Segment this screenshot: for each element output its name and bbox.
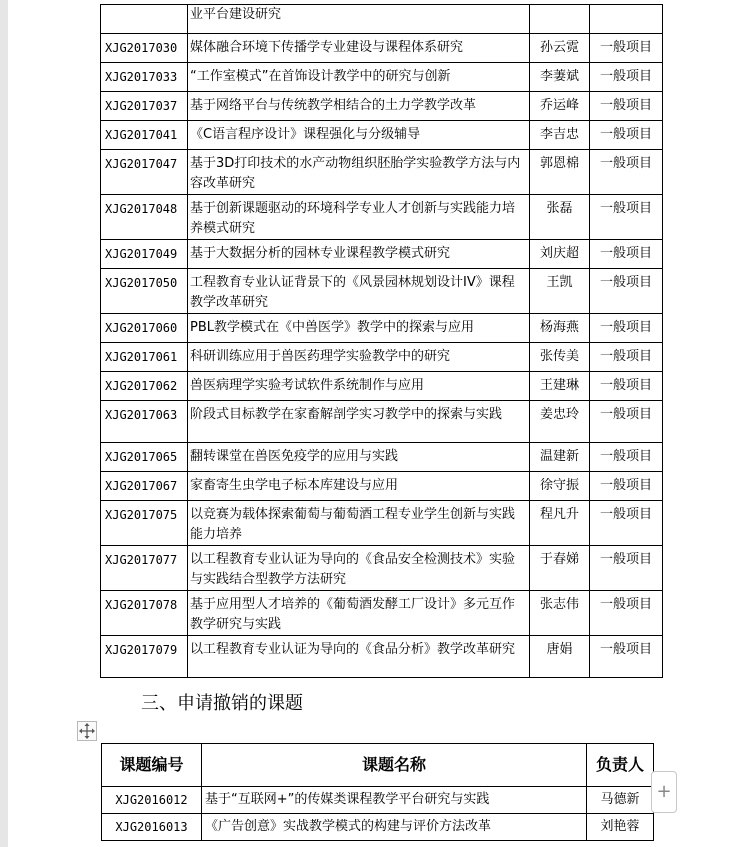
withdraw-row — [102, 787, 654, 814]
project-type-cell: 一般项目 — [590, 501, 663, 546]
project-title-cell: 以工程教育专业认证为导向的《食品分析》教学改革研究 — [188, 636, 530, 678]
project-title-cell: 兽医病理学实验考试软件系统制作与应用 — [188, 372, 530, 401]
project-title-cell: 翻转课堂在兽医免疫学的应用与实践 — [188, 443, 530, 472]
project-type-cell: 一般项目 — [590, 636, 663, 678]
project-lead-cell: 乔运峰 — [530, 92, 590, 121]
withdraw-title-cell: 基于“互联网+”的传媒类课程教学平台研究与实践 — [202, 787, 587, 814]
table-row — [101, 121, 663, 150]
project-title-cell: 《C语言程序设计》课程强化与分级辅导 — [188, 121, 530, 150]
withdraw-lead-cell: 刘艳蓉 — [587, 814, 654, 841]
project-type-cell: 一般项目 — [590, 591, 663, 636]
plus-icon: + — [656, 781, 672, 802]
project-lead-cell — [530, 5, 590, 34]
project-title-cell: 业平台建设研究 — [188, 5, 530, 34]
project-lead-cell: 唐娟 — [530, 636, 590, 678]
table-row — [101, 63, 663, 92]
table-move-handle[interactable] — [77, 721, 97, 741]
table-row — [101, 401, 663, 443]
project-title-cell: 基于3D打印技术的水产动物组织胚胎学实验教学方法与内容改革研究 — [188, 150, 530, 195]
withdraw-lead-cell: 马德新 — [587, 787, 654, 814]
table-row — [101, 269, 663, 314]
project-code-cell: XJG2017062 — [101, 372, 188, 401]
project-code-cell: XJG2017078 — [101, 591, 188, 636]
project-code-cell: XJG2017037 — [101, 92, 188, 121]
project-lead-cell: 程凡升 — [530, 501, 590, 546]
project-lead-cell: 张磊 — [530, 195, 590, 240]
project-lead-cell: 张传美 — [530, 343, 590, 372]
project-title-cell: 媒体融合环境下传播学专业建设与课程体系研究 — [188, 34, 530, 63]
project-type-cell: 一般项目 — [590, 401, 663, 443]
project-lead-cell: 孙云霓 — [530, 34, 590, 63]
table-row — [101, 591, 663, 636]
project-title-cell: PBL教学模式在《中兽医学》教学中的探索与应用 — [188, 314, 530, 343]
project-code-cell: XJG2017061 — [101, 343, 188, 372]
project-title-cell: 工程教育专业认证背景下的《风景园林规划设计IV》课程教学改革研究 — [188, 269, 530, 314]
withdraw-table — [101, 743, 654, 841]
project-title-cell: 以竞赛为载体探索葡萄与葡萄酒工程专业学生创新与实践能力培养 — [188, 501, 530, 546]
project-title-cell: 家畜寄生虫学电子标本库建设与应用 — [188, 472, 530, 501]
project-code-cell — [101, 5, 188, 34]
project-lead-cell: 王建琳 — [530, 372, 590, 401]
project-lead-cell: 李萋斌 — [530, 63, 590, 92]
table-row — [101, 443, 663, 472]
withdraw-row — [102, 814, 654, 841]
table-row — [101, 5, 663, 34]
project-title-cell: 科研训练应用于兽医药理学实验教学中的研究 — [188, 343, 530, 372]
project-code-cell: XJG2017079 — [101, 636, 188, 678]
table-row — [101, 314, 663, 343]
project-lead-cell: 于春娣 — [530, 546, 590, 591]
table-row — [101, 195, 663, 240]
project-title-cell: 基于网络平台与传统教学相结合的土力学教学改革 — [188, 92, 530, 121]
table-row — [101, 636, 663, 678]
withdraw-title-cell: 《广告创意》实战教学模式的构建与评价方法改革 — [202, 814, 587, 841]
project-lead-cell: 姜忠玲 — [530, 401, 590, 443]
project-code-cell: XJG2017041 — [101, 121, 188, 150]
project-type-cell: 一般项目 — [590, 343, 663, 372]
withdraw-table-header — [102, 744, 654, 787]
project-lead-cell: 温建新 — [530, 443, 590, 472]
project-lead-cell: 郭恩棉 — [530, 150, 590, 195]
project-lead-cell: 李吉忠 — [530, 121, 590, 150]
table-row — [101, 150, 663, 195]
add-row-button[interactable] — [651, 771, 677, 813]
project-type-cell: 一般项目 — [590, 121, 663, 150]
project-code-cell: XJG2017075 — [101, 501, 188, 546]
project-type-cell: 一般项目 — [590, 372, 663, 401]
table-row — [101, 501, 663, 546]
project-title-cell: 基于大数据分析的园林专业课程教学模式研究 — [188, 240, 530, 269]
header-person: 负责人 — [587, 744, 654, 787]
project-type-cell: 一般项目 — [590, 546, 663, 591]
table-row — [101, 472, 663, 501]
project-lead-cell: 张志伟 — [530, 591, 590, 636]
project-code-cell: XJG2017049 — [101, 240, 188, 269]
table-row — [101, 343, 663, 372]
header-code: 课题编号 — [102, 744, 202, 787]
project-type-cell: 一般项目 — [590, 472, 663, 501]
project-lead-cell: 刘庆超 — [530, 240, 590, 269]
project-type-cell: 一般项目 — [590, 92, 663, 121]
project-code-cell: XJG2017067 — [101, 472, 188, 501]
table-row — [101, 372, 663, 401]
project-title-cell: 基于应用型人才培养的《葡萄酒发酵工厂设计》多元互作教学研究与实践 — [188, 591, 530, 636]
move-arrows-icon — [78, 722, 96, 740]
project-type-cell: 一般项目 — [590, 443, 663, 472]
project-code-cell: XJG2017063 — [101, 401, 188, 443]
project-type-cell: 一般项目 — [590, 63, 663, 92]
table-row — [101, 240, 663, 269]
project-code-cell: XJG2017030 — [101, 34, 188, 63]
project-code-cell: XJG2017048 — [101, 195, 188, 240]
project-table — [100, 4, 663, 678]
table-row — [101, 34, 663, 63]
project-title-cell: 阶段式目标教学在家畜解剖学实习教学中的探索与实践 — [188, 401, 530, 443]
project-type-cell: 一般项目 — [590, 269, 663, 314]
project-title-cell: 基于创新课题驱动的环境科学专业人才创新与实践能力培养模式研究 — [188, 195, 530, 240]
project-code-cell: XJG2017033 — [101, 63, 188, 92]
project-lead-cell: 徐守振 — [530, 472, 590, 501]
project-type-cell: 一般项目 — [590, 195, 663, 240]
project-code-cell: XJG2017050 — [101, 269, 188, 314]
project-code-cell: XJG2017060 — [101, 314, 188, 343]
section-heading: 三、申请撤销的课题 — [141, 693, 303, 714]
project-type-cell: 一般项目 — [590, 34, 663, 63]
project-title-cell: “工作室模式”在首饰设计教学中的研究与创新 — [188, 63, 530, 92]
table-row — [101, 546, 663, 591]
project-code-cell: XJG2017047 — [101, 150, 188, 195]
withdraw-code-cell: XJG2016012 — [102, 787, 202, 814]
withdraw-code-cell: XJG2016013 — [102, 814, 202, 841]
header-title: 课题名称 — [202, 744, 587, 787]
project-type-cell — [590, 5, 663, 34]
project-lead-cell: 杨海燕 — [530, 314, 590, 343]
left-margin-strip — [0, 0, 8, 847]
project-title-cell: 以工程教育专业认证为导向的《食品安全检测技术》实验与实践结合型教学方法研究 — [188, 546, 530, 591]
project-type-cell: 一般项目 — [590, 240, 663, 269]
project-type-cell: 一般项目 — [590, 150, 663, 195]
project-code-cell: XJG2017077 — [101, 546, 188, 591]
project-lead-cell: 王凯 — [530, 269, 590, 314]
project-code-cell: XJG2017065 — [101, 443, 188, 472]
table-row — [101, 92, 663, 121]
project-type-cell: 一般项目 — [590, 314, 663, 343]
